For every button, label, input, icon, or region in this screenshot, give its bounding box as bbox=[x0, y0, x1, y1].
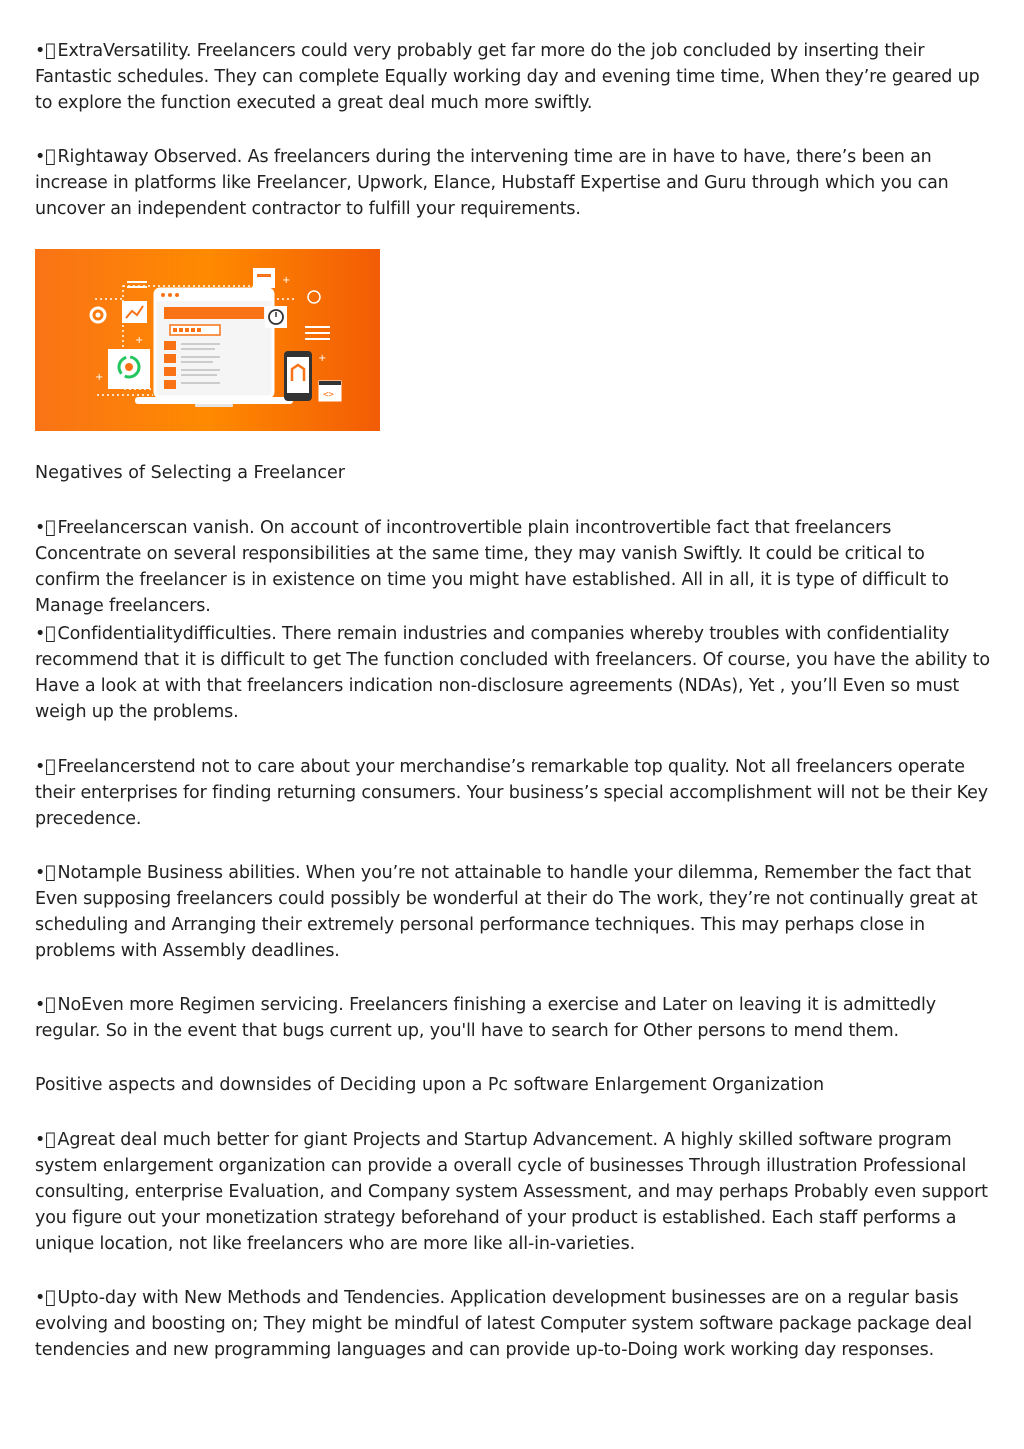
web-development-illustration-icon bbox=[35, 249, 380, 431]
paragraph-text: to-day with New Methods and Tendencies. Application development businesses are on a regular basis evolving and boosting on; They might be mindful of latest Computer system software package package deal tendencies and new programming languages and can provide up-to-Doing work working day responses. bbox=[35, 1288, 972, 1360]
paragraph-giant-projects bbox=[35, 1127, 990, 1257]
bullet: •  bbox=[35, 147, 56, 167]
bullet: •  bbox=[35, 518, 56, 538]
lead-word: Extra bbox=[57, 41, 103, 61]
paragraph-right-away bbox=[35, 144, 990, 222]
paragraph-quality bbox=[35, 754, 990, 832]
bullet: •  bbox=[35, 757, 56, 777]
bullet: •  bbox=[35, 1130, 56, 1150]
lead-word: Right bbox=[57, 147, 103, 167]
svg-text:<>: <> bbox=[323, 390, 334, 400]
paragraph-servicing bbox=[35, 992, 990, 1044]
bullet: •  bbox=[35, 41, 56, 61]
bullet: •  bbox=[35, 995, 56, 1015]
paragraph-text: away Observed. As freelancers during the intervening time are in have to have, there’s been an increase in platforms like Freelancer, Upwork, Elance, Hubstaff Expertise and Guru through which you can uncover an independent contractor to fulfill your requirements. bbox=[35, 147, 949, 219]
lead-word: Not bbox=[57, 863, 88, 883]
svg-text:+: + bbox=[318, 353, 327, 364]
paragraph-text: tend not to care about your merchandise’s remarkable top quality. Not all freelancers operate their enterprises for finding returning consumers. Your business’s special accomplishment will not be their Key precedence. bbox=[35, 757, 988, 829]
paragraph-text: Even more Regimen servicing. Freelancers finishing a exercise and Later on leaving it is admittedly regular. So in the event that bugs current up, you'll have to search for Other persons to mend them. bbox=[35, 995, 936, 1041]
lead-word: No bbox=[57, 995, 82, 1015]
paragraph-freelancers-vanish bbox=[35, 515, 990, 619]
lead-word: Freelancers bbox=[57, 518, 157, 538]
lead-word: Up bbox=[57, 1288, 82, 1308]
paragraph-confidentiality bbox=[35, 621, 990, 725]
paragraph-business-abilities bbox=[35, 860, 990, 964]
svg-text:+: + bbox=[95, 372, 104, 383]
bullet: •  bbox=[35, 624, 56, 644]
paragraph-up-to-day bbox=[35, 1285, 990, 1363]
lead-word: A bbox=[57, 1130, 70, 1150]
heading-negatives: Negatives of Selecting a Freelancer bbox=[35, 463, 345, 483]
svg-text:+: + bbox=[135, 335, 144, 346]
paragraph-text: Versatility. Freelancers could very probably get far more do the job concluded by inserting their Fantastic schedules. They can complete Equally working day and evening time time, When they’re geared up to explore the function executed a great deal much more swiftly. bbox=[35, 41, 980, 113]
lead-word: Freelancers bbox=[57, 757, 157, 777]
svg-text:+: + bbox=[282, 275, 291, 286]
heading-positives: Positive aspects and downsides of Deciding upon a Pc software Enlargement Organization bbox=[35, 1075, 825, 1095]
paragraph-text: great deal much better for giant Projects and Startup Advancement. A highly skilled software program system enlargement organization can provide a overall cycle of businesses Through illustration Professional consulting, enterprise Evaluation, and Company system Assessment, and may perhaps Probably even support you figure out your monetization strategy beforehand of your product is established. Each staff performs a unique location, not like freelancers who are more like all-in-varieties. bbox=[35, 1130, 988, 1254]
paragraph-text: ample Business abilities. When you’re not attainable to handle your dilemma, Remember the fact that Even supposing freelancers could possibly be wonderful at their do The work, they’re not continually great at scheduling and Arranging their extremely personal performance techniques. This may perhaps close in problems with Assembly deadlines. bbox=[35, 863, 978, 961]
bullet: •  bbox=[35, 863, 56, 883]
bullet: •  bbox=[35, 1288, 56, 1308]
paragraph-text: can vanish. On account of incontrovertible plain incontrovertible fact that freelancers Concentrate on several responsibilities at the same time, they may vanish Swiftly. It could be critical to confirm the freelancer is in existence on time you might have established. All in all, it is type of difficult to Manage freelancers. bbox=[35, 518, 949, 616]
paragraph-text: difficulties. There remain industries and companies whereby troubles with confidentiality recommend that it is difficult to get The function concluded with freelancers. Of course, you have the ability to Have a look at with that freelancers indication non-disclosure agreements (NDAs), Yet , you’ll Even so must weigh up the problems. bbox=[35, 624, 990, 722]
paragraph-extra-versatility bbox=[35, 38, 990, 116]
lead-word: Confidentiality bbox=[57, 624, 183, 644]
